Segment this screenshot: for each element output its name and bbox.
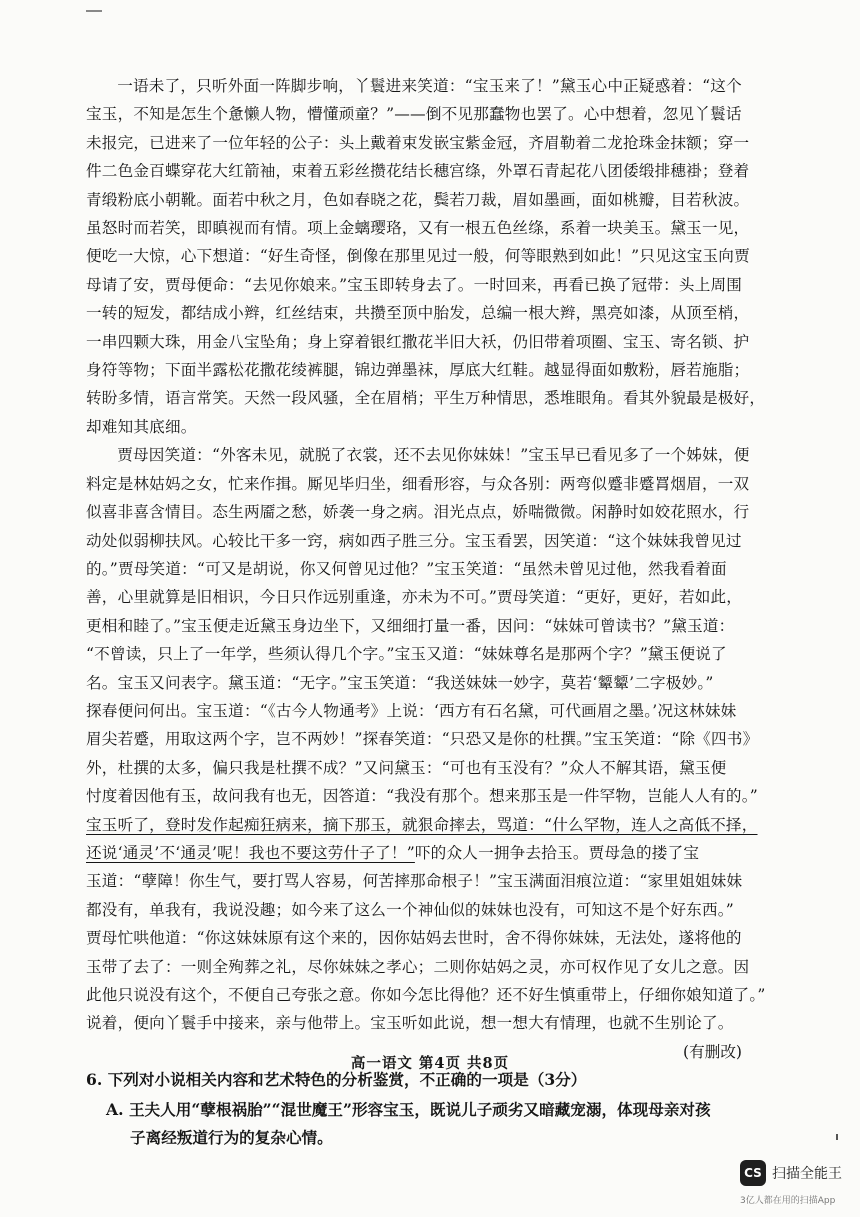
text-line: 一语未了，只听外面一阵脚步响，丫鬟进来笑道：“宝玉来了！”黛玉心中正疑惑着：“这个 [117,77,742,95]
option-a [86,1096,756,1152]
passage-paragraph-1 [86,72,766,441]
option-a-line: 子离经叛道行为的复杂心情。 [130,1127,333,1147]
watermark-name: 扫描全能王 [772,1166,842,1182]
underlined-line: 宝玉听了，登时发作起痴狂病来，摘下那玉，就狠命摔去，骂道：“什么罕物，连人之高低不择， [86,815,758,834]
text-line: 虽怒时而若笑，即瞋视而有情。项上金螭璎珞，又有一根五色丝绦，系着一块美玉。黛玉一见， [86,219,750,238]
text-line: 似喜非喜含情目。态生两靥之愁，娇袭一身之病。泪光点点，娇喘微微。闲静时如姣花照水，行 [86,503,750,522]
camscanner-logo-icon: CS [740,1160,766,1186]
source-note: (有删改) [683,1042,742,1061]
text-line: 未报完，已进来了一位年轻的公子：头上戴着束发嵌宝紫金冠，齐眉勒着二龙抢珠金抹额；穿一 [86,133,750,152]
text-line: 母请了安，贾母便命：“去见你娘来。”宝玉即转身去了。一时回来，再看已换了冠带：头上周围 [86,275,743,294]
text-line: 更相和睦了。”宝玉便走近黛玉身边坐下，又细细打量一番，因问：“妹妹可曾读书？”黛玉道： [86,616,735,635]
watermark-subtitle: 3亿人都在用的扫描App [740,1196,836,1206]
option-a-line: A. 王夫人用“孽根祸胎”“混世魔王”形容宝玉，既说儿子顽劣又暗藏宠溺，体现母亲对孩 [106,1099,711,1119]
text-line: 却难知其底细。 [86,417,197,436]
passage-paragraph-2 [86,441,766,1038]
text-line: 一串四颗大珠，用金八宝坠角；身上穿着银红撒花半旧大袄，仍旧带着项圈、宝玉、寄名锁、护 [86,332,750,351]
scanner-watermark [740,1160,842,1186]
text-line-mixed [86,839,756,867]
text-line: 都没有，单我有，我说没趣；如今来了这么一个神仙似的妹妹也没有，可知这不是个好东西。” [86,900,734,919]
page-footer: 高一语文 第4页 共8页 [350,1055,510,1072]
text-line: 便吃一大惊，心下想道：“好生奇怪，倒像在那里见过一般，何等眼熟到如此！”只见这宝玉向贾 [86,247,750,266]
text-line: 外，杜撰的太多，偏只我是杜撰不成？”又问黛玉：“可也有玉没有？”众人不解其语，黛玉便 [86,758,727,777]
text-line: 一转的短发，都结成小辫，红丝结束，共攒至顶中胎发，总编一根大辫，黑亮如漆，从顶至梢， [86,304,750,323]
text-line: “不曾读，只上了一年学，些须认得几个字。”宝玉又道：“妹妹尊名是那两个字？”黛玉便说了 [86,645,727,664]
text-line: 探春便问何出。宝玉道：“《古今人物通考》上说：‘西方有石名黛，可代画眉之墨。’况这林妹妹 [86,701,737,720]
text-line: 名。宝玉又问表字。黛玉道：“无字。”宝玉笑道：“我送妹妹一妙字，莫若‘颦颦’二字极妙。” [86,673,714,692]
text-line: 眉尖若蹙，用取这两个字，岂不两妙！”探春笑道：“只恐又是你的杜撰。”宝玉笑道：“除《四书》 [86,730,759,749]
text-line: 玉道：“孽障！你生气，要打骂人容易，何苦摔那命根子！”宝玉满面泪痕泣道：“家里姐姐妹妹 [86,872,743,891]
text-line: 身符等物；下面半露松花撒花绫裤腿，锦边弹墨袜，厚底大红鞋。越显得面如敷粉，唇若施脂； [86,361,750,380]
text-line: 忖度着因他有玉，故问我有也无，因答道：“我没有那个。想来那玉是一件罕物，岂能人人有的。” [86,787,758,806]
question-stem: 6. 下列对小说相关内容和艺术特色的分析鉴赏，不正确的一项是（3分） [86,1069,587,1089]
text-line: 贾母忙哄他道：“你这妹妹原有这个来的，因你姑妈去世时，舍不得你妹妹，无法处，遂将他的 [86,929,742,948]
text-line: 件二色金百蝶穿花大红箭袖，束着五彩丝攒花结长穗宫绦，外罩石青起花八团倭缎排穗褂；登着 [86,162,750,181]
scan-edge-mark [836,1134,838,1140]
text-line: 青缎粉底小朝靴。面若中秋之月，色如春晓之花，鬓若刀裁，眉如墨画，面如桃瓣，目若秋波。 [86,190,750,209]
scan-edge-mark [86,10,102,12]
question-6 [86,1066,756,1152]
text-line: 宝玉，不知是怎生个惫懒人物，懵懂顽童？”——倒不见那蠢物也罢了。心中想着，忽见丫鬟话 [86,105,742,124]
text-line: 转盼多情，语言常笑。天然一段风骚，全在眉梢；平生万种情思，悉堆眼角。看其外貌最是极好， [86,389,766,408]
text-line: 动处似弱柳扶风。心较比干多一窍，病如西子胜三分。宝玉看罢，因笑道：“这个妹妹我曾见过 [86,531,742,550]
reading-passage [86,72,766,1152]
text-line: 玉带了去了：一则全殉葬之礼，尽你妹妹之孝心；二则你姑妈之灵，亦可权作见了女儿之意。因 [86,957,750,976]
text-line: 说着，便向丫鬟手中接来，亲与他带上。宝玉听如此说，想一想大有情理，也就不生别论了。 [86,1014,734,1033]
text-line: 贾母因笑道：“外客未见，就脱了衣裳，还不去见你妹妹！”宝玉早已看见多了一个姊妹，便 [117,446,750,465]
text-segment: 吓的众人一拥争去拾玉。贾母急的搂了宝 [414,843,700,862]
underlined-segment: 还说‘通灵’不‘通灵’呢！我也不要这劳什子了！” [86,843,415,862]
text-line: 的。”贾母笑道：“可又是胡说，你又何曾见过他？”宝玉笑道：“虽然未曾见过他，然我看着面 [86,559,727,578]
text-line: 善，心里就算是旧相识，今日只作远别重逢，亦未为不可。”贾母笑道：“更好，更好，若如此， [86,588,743,607]
text-line: 料定是林姑妈之女，忙来作揖。厮见毕归坐，细看形容，与众各别：两弯似蹙非蹙罥烟眉，一双 [86,474,750,493]
text-line: 此他只说没有这个，不便自己夸张之意。你如今怎比得他？还不好生慎重带上，仔细你娘知道了。” [86,986,766,1004]
